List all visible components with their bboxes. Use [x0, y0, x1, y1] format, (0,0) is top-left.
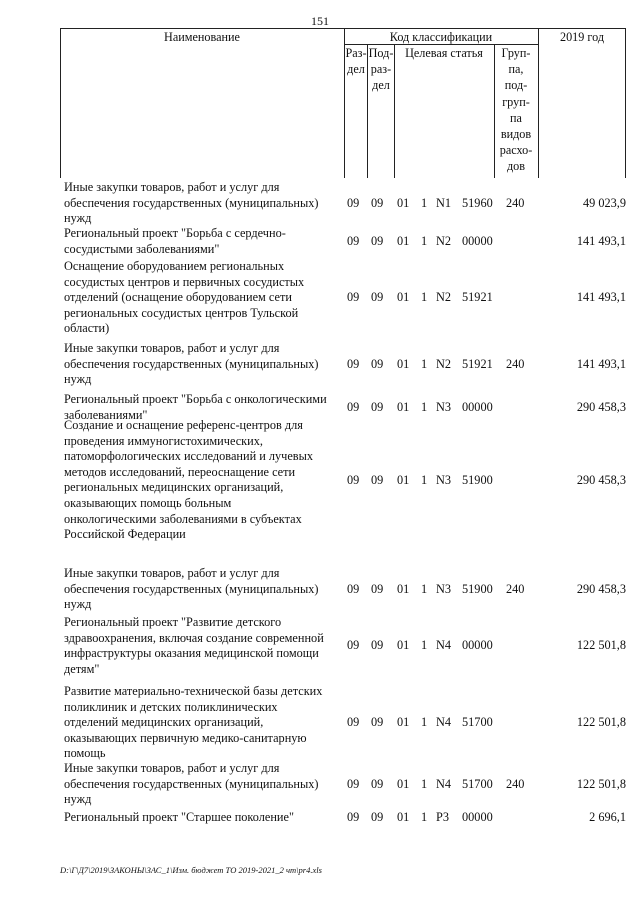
target-program: 01	[397, 290, 410, 304]
expense-type-code: 240	[506, 777, 525, 791]
row-amount: 49 023,9	[582, 196, 626, 210]
target-subprogram: 1	[421, 290, 428, 304]
expense-type-code: 240	[506, 582, 525, 596]
row-name	[64, 566, 346, 613]
target-subprogram: 1	[421, 473, 428, 487]
row-amount: 141 493,1	[576, 357, 626, 371]
row-name	[64, 684, 346, 762]
row-name-line: оказывающих первичную медико-санитарную	[64, 730, 307, 745]
razdel-code: 09	[347, 400, 360, 414]
row-amount: 290 458,3	[576, 582, 626, 596]
target-code: 00000	[462, 810, 493, 824]
target-code: 51921	[462, 290, 493, 304]
target-program: 01	[397, 638, 410, 652]
row-name	[64, 418, 346, 543]
row-name-line: сосудистыми заболеваниями"	[64, 241, 220, 256]
target-subprogram: 1	[421, 196, 428, 210]
target-program: 01	[397, 715, 410, 729]
row-name-line: нужд	[64, 211, 92, 226]
file-path-footer: D:\Г\Д7\2019\ЗАКОНЫ\ЗАС_1\Изм. бюджет ТО 2019-2021_2 чт\pr4.xls	[60, 865, 322, 875]
razdel-code: 09	[347, 810, 360, 824]
row-amount: 290 458,3	[576, 473, 626, 487]
podrazdel-code: 09	[371, 638, 384, 652]
row-name-line: отделений (оснащение оборудованием сети	[64, 290, 292, 305]
target-program: 01	[397, 196, 410, 210]
podrazdel-code: 09	[371, 777, 384, 791]
row-name-line: детям"	[64, 661, 100, 676]
row-name-line: помощь	[64, 746, 106, 761]
target-code: 00000	[462, 638, 493, 652]
target-code: 00000	[462, 400, 493, 414]
row-name-line: нужд	[64, 792, 92, 807]
row-name-line: обеспечения государственных (муниципальных)	[64, 356, 319, 371]
target-direction: N3	[436, 473, 452, 487]
row-name-line: инфраструктуры оказания медицинской помощи	[64, 646, 319, 661]
row-amount: 122 501,8	[576, 777, 626, 791]
row-name-line: сосудистых центров и первичных сосудистых	[64, 274, 305, 289]
row-name-line: здравоохранения, включая создание современной	[64, 630, 324, 645]
razdel-code: 09	[347, 196, 360, 210]
row-name-line: Региональный проект "Старшее поколение"	[64, 810, 294, 824]
podrazdel-code: 09	[371, 196, 384, 210]
target-subprogram: 1	[421, 582, 428, 596]
row-name-line: поликлиник и детских поликлинических	[64, 699, 278, 714]
row-name-line: обеспечения государственных (муниципальных)	[64, 195, 319, 210]
target-direction: N2	[436, 234, 452, 248]
row-name	[64, 810, 346, 826]
target-program: 01	[397, 777, 410, 791]
row-name-line: Иные закупки товаров, работ и услуг для	[64, 566, 280, 580]
target-code: 51900	[462, 473, 493, 487]
podrazdel-code: 09	[371, 400, 384, 414]
podrazdel-code: 09	[371, 473, 384, 487]
target-subprogram: 1	[421, 715, 428, 729]
row-name-line: онкологическими заболеваниями в субъектах	[64, 511, 302, 526]
col-name-header: Наименование	[164, 30, 240, 44]
target-direction: P3	[436, 810, 449, 824]
row-name-line: Иные закупки товаров, работ и услуг для	[64, 341, 280, 355]
razdel-code: 09	[347, 582, 360, 596]
row-name-line: региональных сосудистых центров Тульской	[64, 305, 299, 320]
row-name-line: обеспечения государственных (муниципальных)	[64, 776, 319, 791]
row-amount: 141 493,1	[576, 290, 626, 304]
row-amount: 141 493,1	[576, 234, 626, 248]
col-podrazdel-header: Под- раз- дел	[368, 46, 394, 93]
row-name-line: Региональный проект "Борьба с сердечно-	[64, 226, 286, 240]
target-program: 01	[397, 400, 410, 414]
razdel-code: 09	[347, 290, 360, 304]
row-name-line: нужд	[64, 597, 92, 612]
podrazdel-code: 09	[371, 357, 384, 371]
row-name	[64, 761, 346, 808]
target-program: 01	[397, 473, 410, 487]
podrazdel-code: 09	[371, 810, 384, 824]
row-name-line: Иные закупки товаров, работ и услуг для	[64, 761, 280, 775]
target-subprogram: 1	[421, 357, 428, 371]
expense-type-code: 240	[506, 357, 525, 371]
col-year-header: 2019 год	[559, 30, 605, 44]
row-name-line: Развитие материально-технической базы детских	[64, 684, 323, 698]
row-name	[64, 615, 346, 677]
target-direction: N1	[436, 196, 452, 210]
row-name	[64, 226, 346, 257]
target-direction: N4	[436, 715, 452, 729]
target-program: 01	[397, 357, 410, 371]
row-amount: 122 501,8	[576, 638, 626, 652]
target-code: 51700	[462, 777, 493, 791]
row-name	[64, 259, 346, 337]
table-header	[60, 28, 626, 178]
target-program: 01	[397, 810, 410, 824]
col-group-header: Груп- па, под- груп- па видов расхо- дов	[499, 46, 533, 174]
row-name	[64, 180, 346, 227]
target-subprogram: 1	[421, 400, 428, 414]
target-direction: N4	[436, 638, 452, 652]
page-number: 151	[311, 14, 329, 28]
target-code: 51900	[462, 582, 493, 596]
row-amount: 2 696,1	[589, 810, 626, 824]
row-name-line: отделений медицинских организаций,	[64, 715, 264, 730]
row-name-line: Создание и оснащение референс-центров для	[64, 418, 303, 432]
row-name-line: Оснащение оборудованием региональных	[64, 259, 285, 273]
target-direction: N3	[436, 582, 452, 596]
podrazdel-code: 09	[371, 234, 384, 248]
col-razdel-header: Раз- дел	[345, 46, 367, 77]
row-name-line: заболеваниями"	[64, 407, 148, 422]
col-classification-header: Код классификации	[389, 30, 493, 44]
row-name-line: нужд	[64, 372, 92, 387]
row-name-line: патоморфологических исследований и лучевых	[64, 449, 314, 464]
target-subprogram: 1	[421, 638, 428, 652]
target-subprogram: 1	[421, 234, 428, 248]
row-name-line: Российской Федерации	[64, 527, 186, 542]
row-name-line: Иные закупки товаров, работ и услуг для	[64, 180, 280, 194]
target-direction: N2	[436, 357, 452, 371]
expense-type-code: 240	[506, 196, 525, 210]
podrazdel-code: 09	[371, 290, 384, 304]
target-direction: N2	[436, 290, 452, 304]
row-name-line: региональных медицинских организаций,	[64, 480, 284, 495]
target-code: 00000	[462, 234, 493, 248]
target-direction: N4	[436, 777, 452, 791]
row-name-line: методов исследований, переоснащение сети	[64, 464, 296, 479]
row-name-line: обеспечения государственных (муниципальных)	[64, 581, 319, 596]
razdel-code: 09	[347, 777, 360, 791]
target-code: 51921	[462, 357, 493, 371]
podrazdel-code: 09	[371, 582, 384, 596]
row-name-line: проведения иммуногистохимических,	[64, 433, 263, 448]
target-subprogram: 1	[421, 810, 428, 824]
target-code: 51700	[462, 715, 493, 729]
target-code: 51960	[462, 196, 493, 210]
row-name	[64, 341, 346, 388]
target-program: 01	[397, 582, 410, 596]
row-name-line: Региональный проект "Борьба с онкологическими	[64, 392, 327, 406]
row-name-line: оказывающих помощь больным	[64, 495, 232, 510]
razdel-code: 09	[347, 638, 360, 652]
razdel-code: 09	[347, 357, 360, 371]
razdel-code: 09	[347, 473, 360, 487]
col-target-header: Целевая статья	[405, 46, 483, 60]
row-name-line: Региональный проект "Развитие детского	[64, 615, 282, 629]
row-amount: 290 458,3	[576, 400, 626, 414]
row-name-line: области)	[64, 321, 110, 336]
target-subprogram: 1	[421, 777, 428, 791]
row-amount: 122 501,8	[576, 715, 626, 729]
podrazdel-code: 09	[371, 715, 384, 729]
target-program: 01	[397, 234, 410, 248]
target-direction: N3	[436, 400, 452, 414]
razdel-code: 09	[347, 715, 360, 729]
razdel-code: 09	[347, 234, 360, 248]
